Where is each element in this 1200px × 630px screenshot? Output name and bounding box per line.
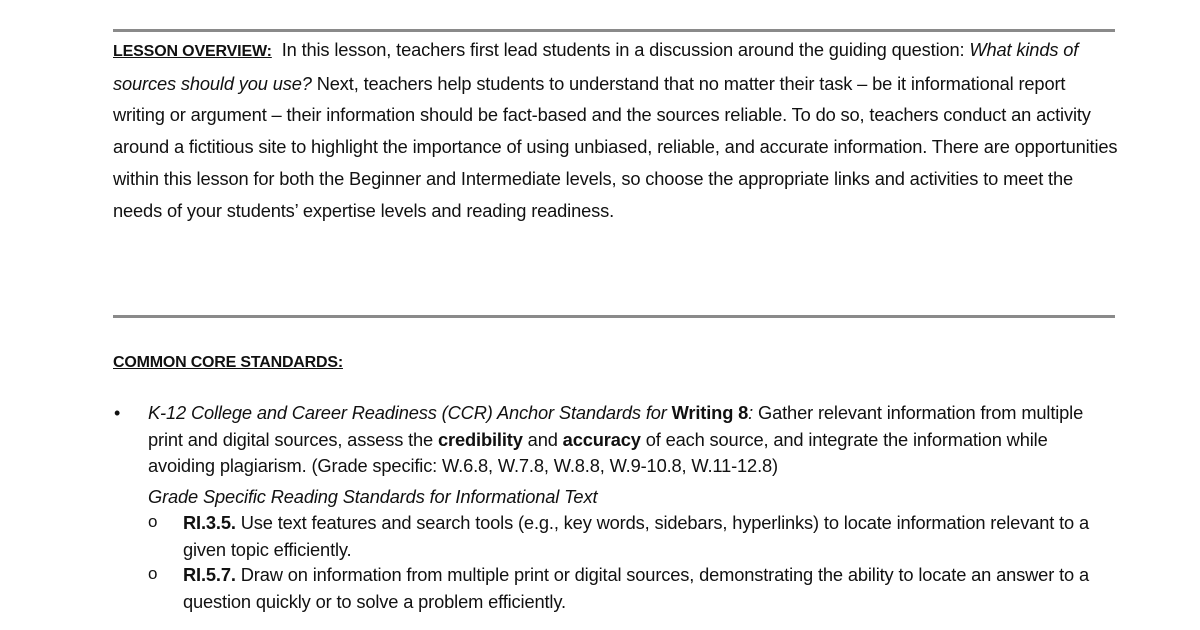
accuracy-term: accuracy xyxy=(562,428,641,450)
section-divider-top xyxy=(113,29,1115,32)
common-core-heading-wrap xyxy=(113,352,343,374)
reading-standard-text: Use text features and search tools (e.g., key words, sidebars, hyperlinks) to locate information relevant to a given topic efficiently. xyxy=(183,512,1089,560)
reading-standard-text: Draw on information from multiple print or digital sources, demonstrating the ability to locate an answer to a question quickly or to solve a problem efficiently. xyxy=(183,564,1089,612)
overview-text-body: Next, teachers help students to understand that no matter their task – be it informational report writing or argument – their information should be fact-based and the sources reliable. To do so, teachers conduct an activity around a fictitious site to highlight the importance of using unbiased, reliable, and accurate information. There are opportunities within this lesson for both the Beginner and Intermediate levels, so choose the appropriate links and activities to meet the needs of your students’ expertise levels and reading readiness. xyxy=(113,72,1118,221)
reading-standard-code: RI.3.5. xyxy=(183,512,236,533)
standards-list xyxy=(148,400,1108,615)
reading-standard-code: RI.5.7. xyxy=(183,564,236,585)
anchor-standard-item xyxy=(148,400,1108,480)
standard-and: and xyxy=(527,428,558,450)
standard-text-1: Gather relevant information from multiple print and digital sources, assess the xyxy=(148,402,1084,450)
common-core-heading: COMMON CORE STANDARDS: xyxy=(113,354,343,371)
standard-anchor: Writing 8 xyxy=(671,402,749,423)
reading-standard-item xyxy=(148,510,1108,563)
reading-standard-item xyxy=(148,562,1108,615)
standard-anchor-colon: : xyxy=(748,402,754,423)
standard-intro: K-12 College and Career Readiness (CCR) Anchor Standards for xyxy=(148,402,667,423)
standard-text-2: of each source, and integrate the information while avoiding plagiarism. (Grade specific: W.6.8, W.7.8, W.8.8, W.9-10.8, W.11-12.8) xyxy=(148,428,1048,476)
credibility-term: credibility xyxy=(438,428,523,450)
lesson-overview-paragraph xyxy=(113,34,1118,226)
section-divider-middle xyxy=(113,315,1115,318)
guiding-question: What kinds of sources should you use? xyxy=(113,39,1079,94)
reading-standards-heading: Grade Specific Reading Standards for Informational Text xyxy=(148,485,598,507)
overview-text-intro: In this lesson, teachers first lead students in a discussion around the guiding question: xyxy=(281,39,965,60)
lesson-overview-heading: LESSON OVERVIEW: xyxy=(113,43,272,60)
